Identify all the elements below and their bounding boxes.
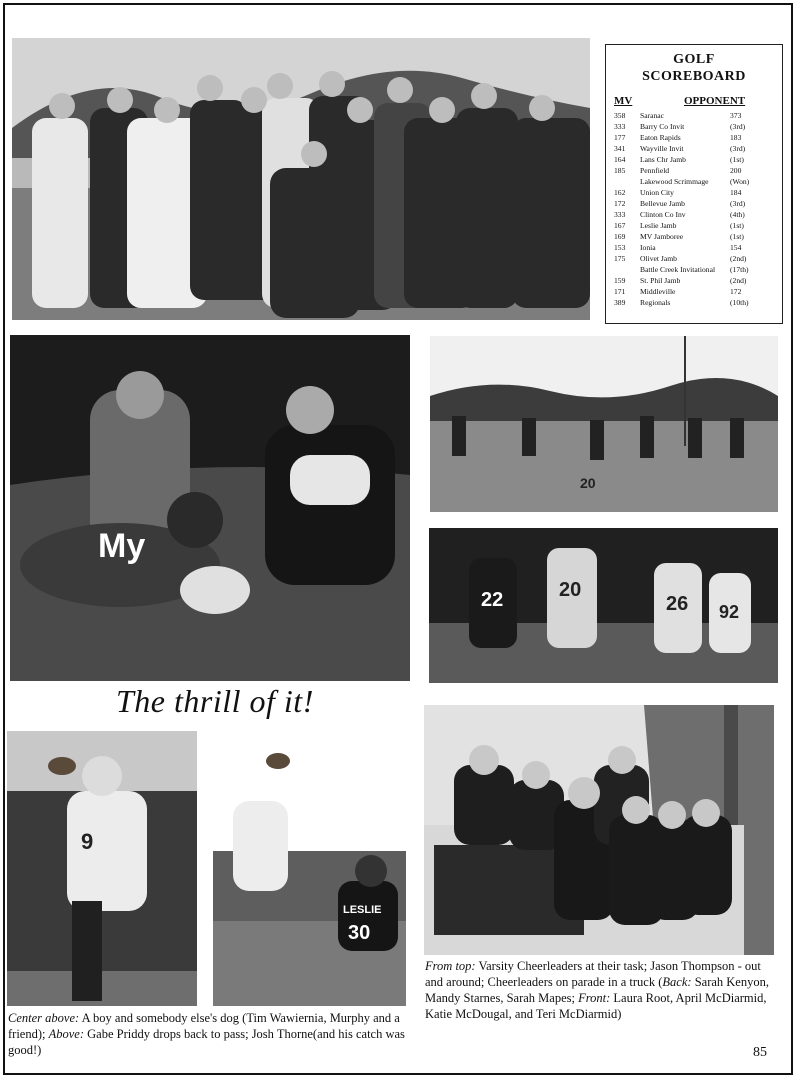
scoreboard-opponent: Middleville <box>640 287 676 296</box>
caption-right-text2: Sarah Kenyon, Mandy Starnes, Sarah Mapes; <box>425 975 769 1005</box>
scoreboard-result: (17th) <box>730 265 749 274</box>
scoreboard-opponent: Ionia <box>640 243 656 252</box>
scoreboard-row <box>614 209 774 220</box>
jersey-number-d: 92 <box>719 602 740 622</box>
football-run-photo <box>429 528 778 683</box>
scoreboard-result: (1st) <box>730 232 744 241</box>
scoreboard-opponent: Barry Co Invit <box>640 122 685 131</box>
scoreboard-mv-score: 164 <box>614 155 626 164</box>
caption-right-text: Varsity Cheerleaders at their task; Jason Thompson - out and around; Cheerleaders on parade in a truck ( <box>425 959 761 989</box>
scoreboard-opponent: Wayville Invit <box>640 144 684 153</box>
scoreboard-result: 184 <box>730 188 742 197</box>
page-headline: The thrill of it! <box>116 683 314 719</box>
scoreboard-mv-score: 162 <box>614 188 626 197</box>
scoreboard-row <box>614 297 774 308</box>
jersey-number-c: 26 <box>666 593 689 615</box>
scoreboard-opponent: MV Jamboree <box>640 232 684 241</box>
scoreboard-row <box>614 231 774 242</box>
receiver-jersey-number: 30 <box>348 922 371 944</box>
scoreboard-result: 373 <box>730 111 742 120</box>
scoreboard-opponent: Olivet Jamb <box>640 254 677 263</box>
cheerleaders-truck-photo <box>424 705 774 955</box>
scoreboard-mv-score: 153 <box>614 243 626 252</box>
caption-right-lead2: Back: <box>662 975 692 989</box>
scoreboard-result: (4th) <box>730 210 745 219</box>
caption-left-text: A boy and somebody else's dog (Tim Wawiernia, Murphy and a friend); <box>8 1011 400 1041</box>
scoreboard-mv-score: 341 <box>614 144 626 153</box>
scoreboard-row <box>614 176 774 187</box>
scoreboard-mv-score: 167 <box>614 221 626 230</box>
jersey-number-a: 22 <box>481 589 504 611</box>
cheerleaders-field-photo <box>430 336 778 512</box>
quarterback-photo <box>7 731 197 1006</box>
scoreboard-row <box>614 220 774 231</box>
scoreboard-row <box>614 165 774 176</box>
scoreboard-row <box>614 132 774 143</box>
scoreboard-result: (2nd) <box>730 254 747 263</box>
scoreboard-opponent: Clinton Co Inv <box>640 210 686 219</box>
scoreboard-row <box>614 110 774 121</box>
scoreboard-mv-score: 389 <box>614 298 626 307</box>
caption-right-lead3: Front: <box>578 991 611 1005</box>
scoreboard-result: 183 <box>730 133 742 142</box>
scoreboard-title-line2: SCOREBOARD <box>642 69 746 84</box>
scoreboard-opponent: St. Phil Jamb <box>640 276 681 285</box>
caption-right-text3: Laura Root, April McDiarmid, Katie McDougal, and Teri McDiarmid) <box>425 991 767 1021</box>
scoreboard-col-mv: MV <box>614 95 633 107</box>
caption-left-lead: Center above: <box>8 1011 80 1025</box>
caption-right-lead: From top: <box>425 959 476 973</box>
scoreboard-row <box>614 286 774 297</box>
scoreboard-mv-score: 175 <box>614 254 626 263</box>
scoreboard-row <box>614 275 774 286</box>
scoreboard-row <box>614 154 774 165</box>
scoreboard-mv-score: 358 <box>614 111 626 120</box>
receiver-catch-photo <box>213 731 406 1006</box>
scoreboard-result: (1st) <box>730 155 744 164</box>
scoreboard-mv-score: 171 <box>614 287 626 296</box>
scoreboard-mv-score: 333 <box>614 122 626 131</box>
scoreboard-opponent: Regionals <box>640 298 671 307</box>
scoreboard-row <box>614 187 774 198</box>
scoreboard-result: (Won) <box>730 177 750 186</box>
qb-jersey-number: 9 <box>81 829 94 854</box>
scoreboard-opponent: Pennfield <box>640 166 670 175</box>
boy-and-dog-photo <box>10 335 410 681</box>
scoreboard-mv-score: 172 <box>614 199 626 208</box>
scoreboard-result: 200 <box>730 166 742 175</box>
jersey-number-b: 20 <box>559 579 582 601</box>
scoreboard-result: (3rd) <box>730 122 746 131</box>
field-number-text: 20 <box>580 475 596 491</box>
caption-left <box>8 1010 406 1058</box>
scoreboard-mv-score <box>614 176 640 187</box>
scoreboard-opponent: Union City <box>640 188 674 197</box>
scoreboard-row <box>614 198 774 209</box>
scoreboard-result: (3rd) <box>730 144 746 153</box>
scoreboard-opponent: Bellevue Jamb <box>640 199 685 208</box>
scoreboard-opponent: Battle Creek Invitational <box>640 265 716 274</box>
scoreboard-mv-score <box>614 264 640 275</box>
scoreboard-mv-score: 333 <box>614 210 626 219</box>
page-number: 85 <box>753 1045 767 1060</box>
scoreboard-row <box>614 121 774 132</box>
caption-left-text2: Gabe Priddy drops back to pass; Josh Thorne(and his catch was good!) <box>8 1027 405 1057</box>
scoreboard-opponent: Lans Chr Jamb <box>640 155 686 164</box>
scoreboard-row <box>614 264 774 275</box>
caption-right <box>425 958 777 1022</box>
scoreboard-title-line1: GOLF <box>673 52 715 67</box>
dog-shirt-text: My <box>98 527 146 565</box>
scoreboard-col-opponent: OPPONENT <box>684 95 746 107</box>
golf-scoreboard <box>605 44 783 324</box>
scoreboard-opponent: Lakewood Scrimmage <box>640 177 709 186</box>
scoreboard-mv-score: 177 <box>614 133 626 142</box>
scoreboard-mv-score: 169 <box>614 232 626 241</box>
scoreboard-result: (2nd) <box>730 276 747 285</box>
scoreboard-result: (1st) <box>730 221 744 230</box>
scoreboard-result: 172 <box>730 287 742 296</box>
receiver-team-text: LESLIE <box>343 904 382 916</box>
scoreboard-opponent: Leslie Jamb <box>640 221 677 230</box>
scoreboard-rows <box>614 110 774 308</box>
scoreboard-header <box>614 95 774 107</box>
caption-left-lead2: Above: <box>48 1027 85 1041</box>
scoreboard-result: (10th) <box>730 298 749 307</box>
scoreboard-opponent: Eaton Rapids <box>640 133 681 142</box>
scoreboard-row <box>614 143 774 154</box>
scoreboard-row <box>614 253 774 264</box>
scoreboard-opponent: Saranac <box>640 111 665 120</box>
scoreboard-mv-score: 185 <box>614 166 626 175</box>
scoreboard-row <box>614 242 774 253</box>
scoreboard-result: (3rd) <box>730 199 746 208</box>
golf-team-photo <box>12 38 590 320</box>
scoreboard-result: 154 <box>730 243 742 252</box>
scoreboard-mv-score: 159 <box>614 276 626 285</box>
